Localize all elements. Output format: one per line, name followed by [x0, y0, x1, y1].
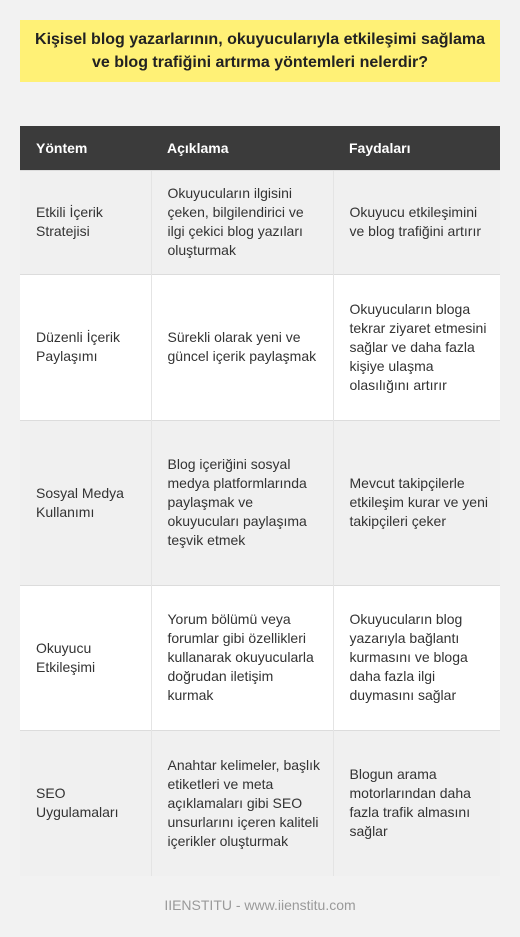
- table-row: [20, 170, 500, 274]
- column-header-description: Açıklama: [151, 126, 333, 170]
- method-cell: Etkili İçerik Stratejisi: [20, 170, 151, 274]
- benefits-cell: Okuyucuların blog yazarıyla bağlantı kurmasını ve bloga daha fazla ilgi duymasını sağlar: [333, 585, 500, 730]
- description-cell: Blog içeriğini sosyal medya platformlarında paylaşmak ve okuyucuları paylaşıma teşvik etmek: [151, 420, 333, 585]
- method-cell: SEO Uygulamaları: [20, 730, 151, 876]
- footer-credit: IIENSTITU - www.iienstitu.com: [164, 897, 356, 913]
- table-row: [20, 585, 500, 730]
- method-cell: Okuyucu Etkileşimi: [20, 585, 151, 730]
- description-cell: Sürekli olarak yeni ve güncel içerik paylaşmak: [151, 274, 333, 420]
- method-cell: Sosyal Medya Kullanımı: [20, 420, 151, 585]
- column-header-benefits: Faydaları: [333, 126, 500, 170]
- table-row: [20, 420, 500, 585]
- method-cell: Düzenli İçerik Paylaşımı: [20, 274, 151, 420]
- description-cell: Anahtar kelimeler, başlık etiketleri ve meta açıklamaları gibi SEO unsurlarını içeren kaliteli içerikler oluşturmak: [151, 730, 333, 876]
- methods-table: [20, 126, 500, 876]
- table-header-row: [20, 126, 500, 170]
- description-cell: Yorum bölümü veya forumlar gibi özellikleri kullanarak okuyucularla doğrudan iletişim kurmak: [151, 585, 333, 730]
- benefits-cell: Okuyucuların bloga tekrar ziyaret etmesini sağlar ve daha fazla kişiye ulaşma olasılığını artırır: [333, 274, 500, 420]
- table-row: [20, 730, 500, 876]
- benefits-cell: Okuyucu etkileşimini ve blog trafiğini artırır: [333, 170, 500, 274]
- benefits-cell: Blogun arama motorlarından daha fazla trafik almasını sağlar: [333, 730, 500, 876]
- column-header-method: Yöntem: [20, 126, 151, 170]
- page-title: Kişisel blog yazarlarının, okuyucularıyla etkileşimi sağlama ve blog trafiğini artırma yöntemleri nelerdir?: [35, 31, 485, 71]
- table-row: [20, 274, 500, 420]
- title-banner: [20, 20, 500, 82]
- benefits-cell: Mevcut takipçilerle etkileşim kurar ve yeni takipçileri çeker: [333, 420, 500, 585]
- description-cell: Okuyucuların ilgisini çeken, bilgilendirici ve ilgi çekici blog yazıları oluşturmak: [151, 170, 333, 274]
